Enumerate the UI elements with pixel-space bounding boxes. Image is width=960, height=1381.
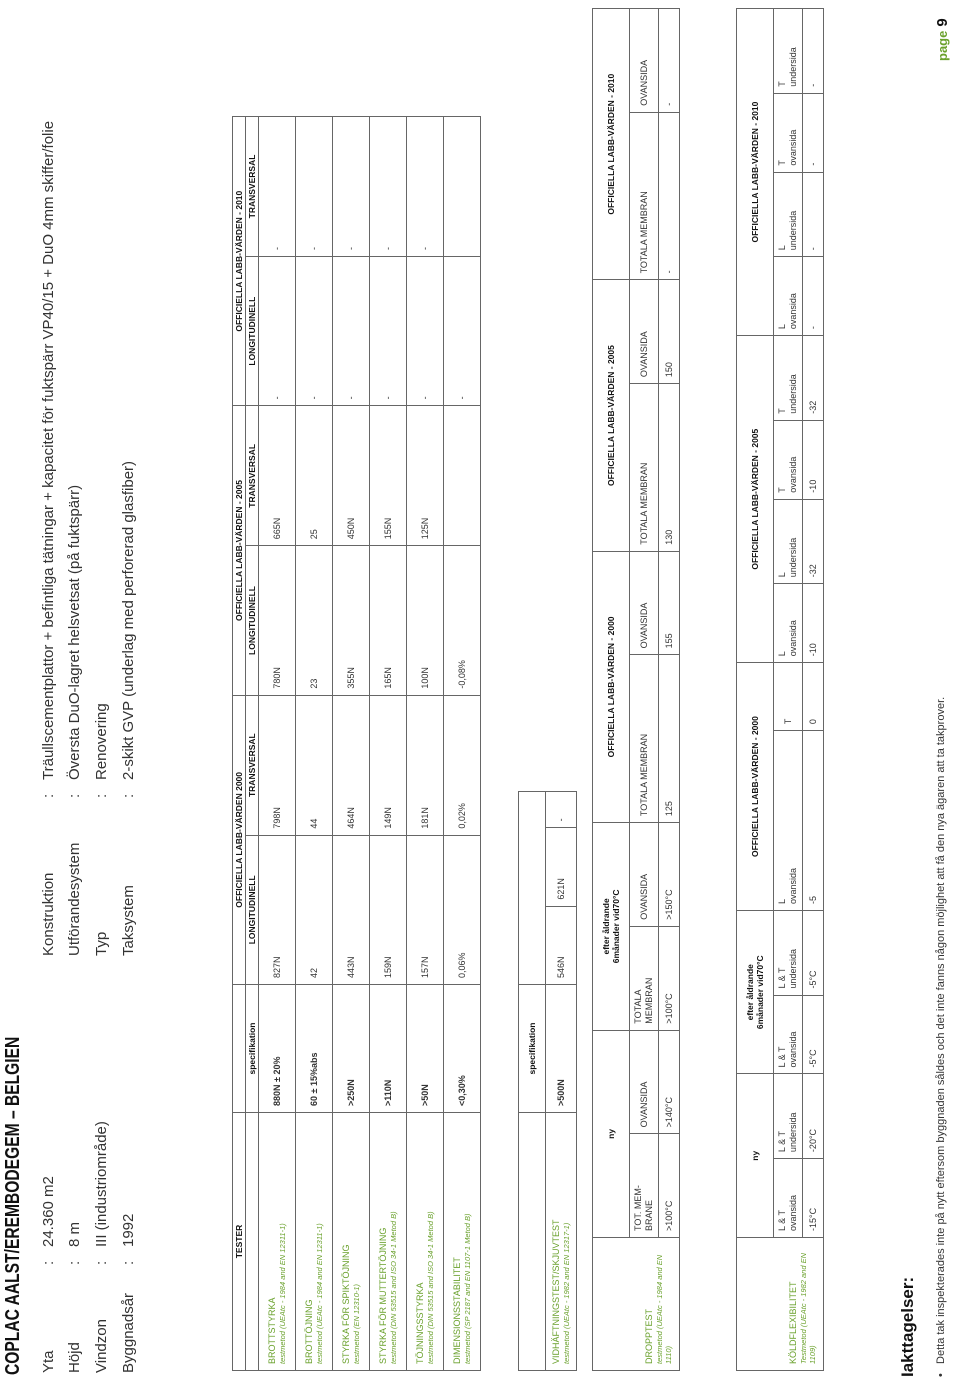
drop-value: - — [659, 112, 680, 280]
test-spec: 60 ± 15%abs — [296, 985, 333, 1113]
drop-value: >140°C — [659, 1030, 680, 1134]
cold-value: -32 — [803, 336, 824, 421]
test-name: STYRKA FÖR SPIKTÖJNING — [341, 1244, 352, 1364]
test-value: - — [259, 117, 296, 257]
cold-value: -5 — [803, 731, 824, 911]
adhesion-table — [518, 791, 577, 1371]
subheader-trans-2000: TRANSVERSAL — [246, 695, 259, 835]
info-right-row — [66, 485, 83, 956]
drop-value: 130 — [659, 384, 680, 552]
observations-text: Detta tak inspekterades inte på nytt eftersom byggnaden såldes och det inte fanns någon möjlighet att få den nya ägaren att ta takprover. — [935, 696, 947, 1364]
drop-value: 155 — [659, 551, 680, 655]
info-left-value: 8 m — [66, 1221, 83, 1247]
drop-subheader: TOT. MEM- BRANE — [630, 1134, 659, 1238]
info-left-sep: : — [120, 1260, 137, 1265]
drop-subheader: OVANSIDA — [630, 9, 659, 113]
test-value: 181N — [407, 695, 444, 835]
info-left-sep: : — [66, 1260, 83, 1265]
adhesion-2010: - — [546, 792, 577, 828]
cold-subheader: L undersida — [774, 172, 803, 257]
test-method: testmetod (DIN 53515 and ISO 34-1 Metod B) — [426, 1211, 436, 1364]
info-right-sep: : — [66, 793, 83, 798]
cold-subheader: L & T ovansida — [774, 995, 803, 1074]
cold-subheader: L undersida — [774, 499, 803, 584]
test-value: 149N — [370, 695, 407, 835]
cold-2005-header: OFFICIELLA LABB-VÄRDEN - 2005 — [737, 336, 774, 663]
cold-value: -5°C — [803, 910, 824, 995]
drop-subheader: OVANSIDA — [630, 1030, 659, 1134]
test-name: STYRKA FÖR MUTTERTÖJNING — [378, 1227, 389, 1364]
test-name: BROTTÖJNING — [304, 1299, 315, 1364]
test-value: - — [407, 117, 444, 257]
info-left-row — [93, 1121, 110, 1373]
cold-value: -10 — [803, 420, 824, 499]
info-right-value: Träullscementplattor + befintliga tätningar + kapacitet för fuktspärr VP40/15 + DuO 4mm skiffer/folie — [40, 120, 57, 780]
drop-value: 125 — [659, 655, 680, 823]
test-value — [444, 117, 481, 257]
info-right-sep: : — [93, 793, 110, 798]
cold-value: - — [803, 9, 824, 94]
drop-subheader: TOTALA MEMBRAN — [630, 112, 659, 280]
subheader-long-2000: LONGITUDINELL — [246, 835, 259, 984]
drop-value: - — [659, 9, 680, 113]
test-row — [407, 117, 444, 1371]
info-right-label: Konstruktion — [40, 872, 57, 956]
info-left-label: Höjd — [66, 1342, 83, 1373]
info-right-label: Typ — [93, 931, 110, 956]
info-right-label: Taksystem — [120, 885, 137, 956]
adhesion-blank-2 — [519, 792, 546, 985]
info-left-row — [66, 1222, 83, 1373]
test-method: testmetod (UEAtc - 1984 and EN 12311-1) — [315, 1223, 325, 1364]
info-right-label: Utförandesystem — [66, 842, 83, 956]
test-value: - — [333, 117, 370, 257]
test-spec: >250N — [333, 985, 370, 1113]
cold-subheader: T ovansida — [774, 93, 803, 172]
test-label — [259, 1113, 296, 1371]
test-value: 798N — [259, 695, 296, 835]
test-spec: <0,30% — [444, 985, 481, 1113]
info-left-label: Vindzon — [93, 1319, 110, 1373]
cold-subheader: L ovansida — [774, 257, 803, 336]
test-value: 464N — [333, 695, 370, 835]
drop-2000-header: OFFICIELLA LABB-VÄRDEN - 2000 — [593, 551, 630, 822]
test-value: - — [296, 256, 333, 405]
test-value: 0,06% — [444, 835, 481, 984]
drop-subheader: TOTALA MEMBRAN — [630, 384, 659, 552]
test-value: 23 — [296, 546, 333, 695]
cold-flex-table — [736, 8, 824, 1371]
test-value: 44 — [296, 695, 333, 835]
cold-2010-header: OFFICIELLA LABB-VÄRDEN - 2010 — [737, 9, 774, 336]
adhesion-2000: 546N — [546, 906, 577, 984]
test-value: 165N — [370, 546, 407, 695]
adhesion-spec-header: specifikation — [519, 985, 546, 1113]
drop-value: >150°C — [659, 823, 680, 927]
test-spec: >110N — [370, 985, 407, 1113]
drop-subheader: TOTALA MEMBRAN — [630, 926, 659, 1030]
info-left-value: 24.360 m2 — [40, 1176, 57, 1247]
test-value: - — [296, 117, 333, 257]
info-right-value: Renovering — [93, 703, 110, 780]
cold-subheader: T undersida — [774, 336, 803, 421]
drop-value: >100°C — [659, 926, 680, 1030]
test-method: testmetod (UEAtc - 1984 and EN 12311-1) — [278, 1223, 288, 1364]
cold-subheader: L & T undersida — [774, 910, 803, 995]
cold-value: -5°C — [803, 995, 824, 1074]
cold-value: -15°C — [803, 1159, 824, 1238]
test-method: testmetod (SP 2187 and EN 1107-1 Metod B) — [463, 1213, 473, 1364]
info-right-row — [40, 121, 57, 956]
test-name: DIMENSIONSSTABILITET — [452, 1257, 463, 1364]
subheader-spec: specifikation — [246, 985, 259, 1113]
subheader-long-2005: LONGITUDINELL — [246, 546, 259, 695]
test-method: testmetod (EN 12310-1) — [352, 1283, 362, 1364]
info-left-row — [40, 1176, 57, 1373]
cold-subheader: T undersida — [774, 9, 803, 94]
info-left-row — [120, 1214, 137, 1373]
cold-value: - — [803, 257, 824, 336]
cold-aging-header: efter åldrande 6månader vid70°C — [737, 910, 774, 1074]
test-value: - — [444, 256, 481, 405]
adhesion-blank — [519, 1113, 546, 1371]
info-right-row — [120, 461, 137, 956]
header-2000: OFFICIELLA LABB-VÄRDEN 2000 — [233, 695, 246, 984]
test-spec: >50N — [407, 985, 444, 1113]
drop-test-table — [592, 8, 680, 1371]
cold-subheader: T — [774, 663, 803, 731]
info-left-value: 1992 — [120, 1213, 137, 1247]
page-label: page — [935, 30, 950, 61]
test-value: 42 — [296, 835, 333, 984]
info-left-value: III (industriområde) — [93, 1121, 110, 1247]
bullet: • — [935, 1373, 947, 1377]
test-value: 157N — [407, 835, 444, 984]
test-value: 0,02% — [444, 695, 481, 835]
info-left-label: Byggnadsår — [120, 1292, 137, 1373]
test-value: 665N — [259, 406, 296, 546]
test-value: 443N — [333, 835, 370, 984]
subheader-trans-2010: TRANSVERSAL — [246, 117, 259, 257]
cold-value: 0 — [803, 663, 824, 731]
cold-value: -20°C — [803, 1074, 824, 1159]
test-label — [370, 1113, 407, 1371]
test-value — [444, 406, 481, 546]
cold-value: - — [803, 93, 824, 172]
test-value: - — [370, 117, 407, 257]
info-left-sep: : — [93, 1260, 110, 1265]
drop-subheader: OVANSIDA — [630, 280, 659, 384]
subheader-blank — [246, 1113, 259, 1371]
test-name: BROTTSTYRKA — [267, 1297, 278, 1364]
test-value: - — [333, 256, 370, 405]
test-method: testmetod (DIN 53515 and ISO 34-1 Metod B) — [389, 1211, 399, 1364]
cold-subheader: L & T undersida — [774, 1074, 803, 1159]
drop-value: 150 — [659, 280, 680, 384]
test-value: 125N — [407, 406, 444, 546]
test-value: 100N — [407, 546, 444, 695]
info-left-sep: : — [40, 1260, 57, 1265]
drop-2010-header: OFFICIELLA LABB-VÄRDEN - 2010 — [593, 9, 630, 280]
drop-subheader: OVANSIDA — [630, 823, 659, 927]
test-value: - — [407, 256, 444, 405]
cold-ny-header: ny — [737, 1074, 774, 1238]
page-number: 9 — [934, 18, 951, 27]
drop-test-label: DROPPTEST testmetod (UEAtc - 1984 and EN 1110) — [593, 1238, 680, 1371]
test-value: 155N — [370, 406, 407, 546]
test-name: TÖJNINGSSTYRKA — [415, 1282, 426, 1364]
cold-subheader: L ovansida — [774, 584, 803, 663]
page-title: COPLAC AALST/EREMBODEGEM – BELGIEN — [2, 1036, 24, 1375]
test-label — [407, 1113, 444, 1371]
test-label — [444, 1113, 481, 1371]
info-right-sep: : — [120, 793, 137, 798]
adhesion-label: VIDHÄFTNINGSTEST/SKJUVTEST testmetod (UEAtc - 1982 and EN 12317-1) — [546, 1113, 577, 1371]
info-right-value: 2-skikt GVP (underlag med perforerad glasfiber) — [120, 460, 137, 780]
test-spec: 880N ± 20% — [259, 985, 296, 1113]
drop-2005-header: OFFICIELLA LABB-VÄRDEN - 2005 — [593, 280, 630, 551]
cold-subheader: T ovansida — [774, 420, 803, 499]
info-right-row — [93, 703, 110, 956]
test-value: 355N — [333, 546, 370, 695]
test-value: 827N — [259, 835, 296, 984]
cold-subheader: L ovansida — [774, 731, 803, 911]
info-right-sep: : — [40, 793, 57, 798]
cold-value: -32 — [803, 499, 824, 584]
test-label — [333, 1113, 370, 1371]
test-row — [444, 117, 481, 1371]
cold-flex-label: KÖLDFLEXIBILITET Testmetod (UEAtc - 1982 and EN 1109) — [737, 1238, 824, 1371]
test-value: 450N — [333, 406, 370, 546]
header-tester: TESTER — [233, 1113, 246, 1371]
page-footer — [934, 18, 951, 61]
test-value: 159N — [370, 835, 407, 984]
tests-table — [232, 116, 481, 1371]
test-row — [370, 117, 407, 1371]
test-value: - — [259, 256, 296, 405]
observations-note — [935, 697, 947, 1377]
test-value: -0,08% — [444, 546, 481, 695]
test-value: - — [370, 256, 407, 405]
cold-subheader: L & T ovansida — [774, 1159, 803, 1238]
test-row — [296, 117, 333, 1371]
drop-aging-header: efter åldrande 6månader vid70°C — [593, 823, 630, 1031]
test-row — [259, 117, 296, 1371]
info-left-label: Yta — [40, 1350, 57, 1373]
adhesion-2005: 621N — [546, 828, 577, 906]
test-label — [296, 1113, 333, 1371]
info-right-value: Översta DuO-lagret helsvetsat (på fuktspärr) — [66, 484, 83, 780]
test-value: 780N — [259, 546, 296, 695]
subheader-long-2010: LONGITUDINELL — [246, 256, 259, 405]
header-spec-blank — [233, 985, 246, 1113]
cold-value: - — [803, 172, 824, 257]
header-2005: OFFICIELLA LABB-VÄRDEN - 2005 — [233, 406, 246, 695]
cold-value: -10 — [803, 584, 824, 663]
subheader-trans-2005: TRANSVERSAL — [246, 406, 259, 546]
header-2010: OFFICIELLA LABB-VÄRDEN - 2010 — [233, 117, 246, 406]
test-row — [333, 117, 370, 1371]
drop-subheader: TOTALA MEMBRAN — [630, 655, 659, 823]
test-value: 25 — [296, 406, 333, 546]
drop-subheader: OVANSIDA — [630, 551, 659, 655]
observations-title: Iakttagelser: — [898, 1276, 917, 1377]
drop-ny-header: ny — [593, 1030, 630, 1237]
adhesion-spec: >500N — [546, 985, 577, 1113]
cold-2000-header: OFFICIELLA LABB-VÄRDEN - 2000 — [737, 663, 774, 911]
drop-value: >100°C — [659, 1134, 680, 1238]
